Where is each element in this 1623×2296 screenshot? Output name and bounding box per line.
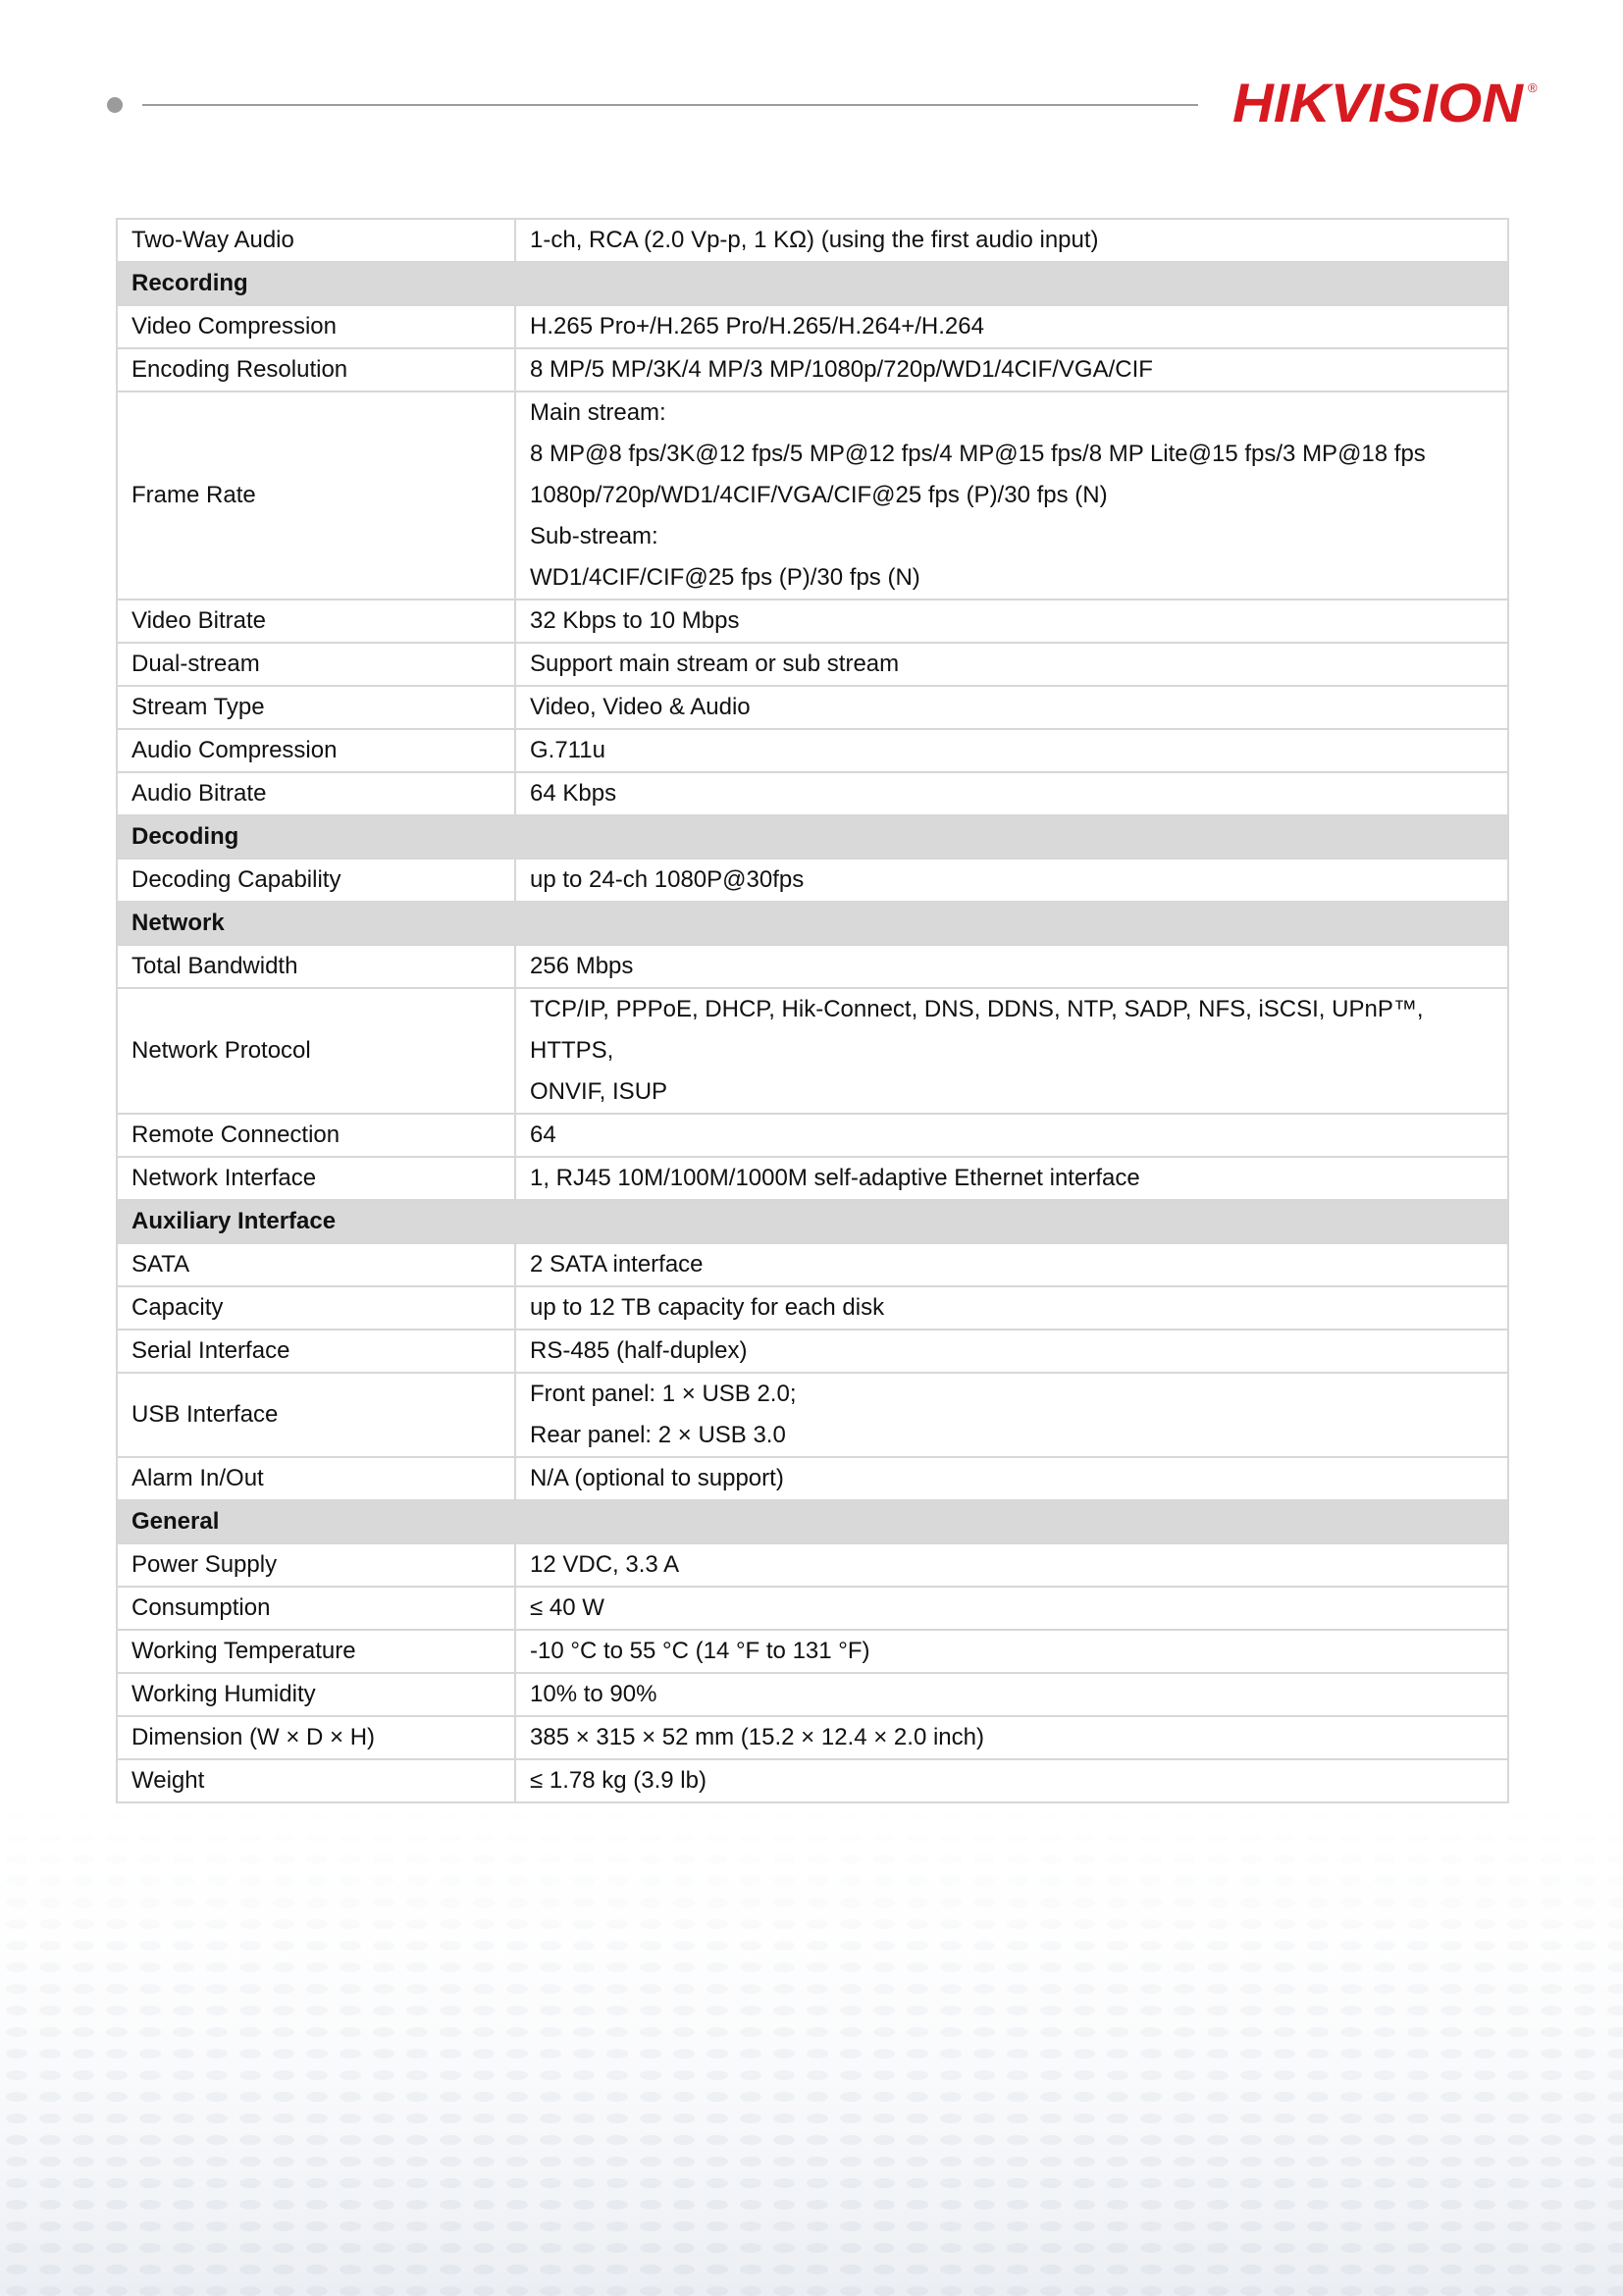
table-row xyxy=(117,1157,1508,1200)
table-row xyxy=(117,1457,1508,1500)
spec-value-line: up to 24-ch 1080P@30fps xyxy=(530,866,805,893)
header-divider xyxy=(142,104,1198,106)
spec-value xyxy=(515,600,1508,643)
spec-value xyxy=(515,772,1508,815)
table-row xyxy=(117,219,1508,262)
hikvision-logo xyxy=(1230,69,1544,135)
spec-value xyxy=(515,945,1508,988)
logo-wordmark: HIKVISION xyxy=(1232,72,1525,133)
spec-value xyxy=(515,1630,1508,1673)
table-row xyxy=(117,348,1508,391)
spec-label: Frame Rate xyxy=(117,391,515,600)
spec-value xyxy=(515,1543,1508,1587)
section-header-row xyxy=(117,262,1508,305)
spec-value xyxy=(515,1373,1508,1457)
spec-label: Dual-stream xyxy=(117,643,515,686)
table-row xyxy=(117,686,1508,729)
table-row xyxy=(117,1373,1508,1457)
spec-value-line: up to 12 TB capacity for each disk xyxy=(530,1294,885,1321)
spec-value xyxy=(515,729,1508,772)
section-title: General xyxy=(117,1500,1508,1543)
spec-label: Decoding Capability xyxy=(117,859,515,902)
spec-label: SATA xyxy=(117,1243,515,1286)
section-title: Auxiliary Interface xyxy=(117,1200,1508,1243)
table-row xyxy=(117,600,1508,643)
spec-label: Audio Bitrate xyxy=(117,772,515,815)
spec-value-line: Main stream: xyxy=(530,399,666,426)
decorative-dot-pattern xyxy=(0,1805,1623,2296)
table-row xyxy=(117,1587,1508,1630)
spec-value-line: Rear panel: 2 × USB 3.0 xyxy=(530,1422,786,1448)
spec-value-line: 8 MP/5 MP/3K/4 MP/3 MP/1080p/720p/WD1/4CIF/VGA/CIF xyxy=(530,356,1153,383)
section-header-row xyxy=(117,1200,1508,1243)
spec-label: Working Temperature xyxy=(117,1630,515,1673)
spec-value xyxy=(515,643,1508,686)
table-row xyxy=(117,1716,1508,1759)
table-row xyxy=(117,1759,1508,1802)
spec-value xyxy=(515,1673,1508,1716)
table-row xyxy=(117,305,1508,348)
spec-value-line: -10 °C to 55 °C (14 °F to 131 °F) xyxy=(530,1638,870,1664)
section-title: Decoding xyxy=(117,815,1508,859)
spec-value xyxy=(515,391,1508,600)
hikvision-logo-graphic xyxy=(1230,69,1544,135)
spec-value xyxy=(515,1587,1508,1630)
table-row xyxy=(117,772,1508,815)
spec-value xyxy=(515,305,1508,348)
spec-value-line: 256 Mbps xyxy=(530,953,634,979)
spec-value-line: Video, Video & Audio xyxy=(530,694,751,720)
spec-value-line: 32 Kbps to 10 Mbps xyxy=(530,607,740,634)
section-header-row xyxy=(117,1500,1508,1543)
spec-value xyxy=(515,348,1508,391)
spec-value-line: 64 Kbps xyxy=(530,780,617,807)
spec-value-line: 1, RJ45 10M/100M/1000M self-adaptive Ethernet interface xyxy=(530,1165,1140,1191)
spec-label: Remote Connection xyxy=(117,1114,515,1157)
spec-value-line: ≤ 1.78 kg (3.9 lb) xyxy=(530,1767,707,1794)
table-row xyxy=(117,1330,1508,1373)
spec-label: Encoding Resolution xyxy=(117,348,515,391)
spec-label: Serial Interface xyxy=(117,1330,515,1373)
spec-label: Audio Compression xyxy=(117,729,515,772)
table-row xyxy=(117,988,1508,1114)
spec-value-line: 1080p/720p/WD1/4CIF/VGA/CIF@25 fps (P)/30 fps (N) xyxy=(530,482,1108,508)
spec-value xyxy=(515,1243,1508,1286)
spec-label: Network Protocol xyxy=(117,988,515,1114)
spec-label: Capacity xyxy=(117,1286,515,1330)
spec-value xyxy=(515,1286,1508,1330)
spec-label: Weight xyxy=(117,1759,515,1802)
spec-label: Video Compression xyxy=(117,305,515,348)
spec-label: Alarm In/Out xyxy=(117,1457,515,1500)
spec-value-line: ≤ 40 W xyxy=(530,1594,604,1621)
spec-label: Working Humidity xyxy=(117,1673,515,1716)
table-row xyxy=(117,945,1508,988)
table-row xyxy=(117,1243,1508,1286)
spec-value xyxy=(515,1114,1508,1157)
table-row xyxy=(117,1286,1508,1330)
table-row xyxy=(117,859,1508,902)
section-title: Recording xyxy=(117,262,1508,305)
table-row xyxy=(117,643,1508,686)
spec-value-line: 8 MP@8 fps/3K@12 fps/5 MP@12 fps/4 MP@15 fps/8 MP Lite@15 fps/3 MP@18 fps xyxy=(530,441,1426,467)
spec-value xyxy=(515,1457,1508,1500)
spec-value xyxy=(515,219,1508,262)
spec-label: Dimension (W × D × H) xyxy=(117,1716,515,1759)
spec-label: Consumption xyxy=(117,1587,515,1630)
spec-value-line: WD1/4CIF/CIF@25 fps (P)/30 fps (N) xyxy=(530,564,920,591)
spec-label: Power Supply xyxy=(117,1543,515,1587)
spec-label: Stream Type xyxy=(117,686,515,729)
spec-value-line: 385 × 315 × 52 mm (15.2 × 12.4 × 2.0 inch) xyxy=(530,1724,984,1750)
spec-value-line: 2 SATA interface xyxy=(530,1251,704,1278)
spec-value-line: 64 xyxy=(530,1122,556,1148)
specification-table xyxy=(116,218,1509,1803)
spec-value-line: 1-ch, RCA (2.0 Vp-p, 1 KΩ) (using the first audio input) xyxy=(530,227,1099,253)
spec-label: Network Interface xyxy=(117,1157,515,1200)
specification-table-body xyxy=(117,219,1508,1802)
section-title: Network xyxy=(117,902,1508,945)
registered-mark: ® xyxy=(1528,80,1538,95)
spec-label: USB Interface xyxy=(117,1373,515,1457)
spec-value-line: 10% to 90% xyxy=(530,1681,657,1707)
spec-value xyxy=(515,1157,1508,1200)
section-header-row xyxy=(117,815,1508,859)
spec-value xyxy=(515,988,1508,1114)
spec-label: Video Bitrate xyxy=(117,600,515,643)
table-row xyxy=(117,1673,1508,1716)
spec-value-line: Support main stream or sub stream xyxy=(530,651,900,677)
spec-value-line: G.711u xyxy=(530,737,605,763)
spec-value xyxy=(515,1716,1508,1759)
spec-value-line: N/A (optional to support) xyxy=(530,1465,784,1491)
header-bullet-dot xyxy=(107,97,123,113)
section-header-row xyxy=(117,902,1508,945)
spec-value xyxy=(515,1759,1508,1802)
spec-value-line: 12 VDC, 3.3 A xyxy=(530,1551,680,1578)
table-row xyxy=(117,391,1508,600)
spec-label: Two-Way Audio xyxy=(117,219,515,262)
table-row xyxy=(117,1543,1508,1587)
spec-label: Total Bandwidth xyxy=(117,945,515,988)
spec-value xyxy=(515,686,1508,729)
table-row xyxy=(117,1630,1508,1673)
spec-value xyxy=(515,1330,1508,1373)
spec-value xyxy=(515,859,1508,902)
spec-value-line: Sub-stream: xyxy=(530,523,658,549)
spec-value-line: ONVIF, ISUP xyxy=(530,1078,668,1105)
spec-value-line: RS-485 (half-duplex) xyxy=(530,1337,748,1364)
spec-value-line: Front panel: 1 × USB 2.0; xyxy=(530,1381,797,1407)
spec-value-line: H.265 Pro+/H.265 Pro/H.265/H.264+/H.264 xyxy=(530,313,984,339)
table-row xyxy=(117,1114,1508,1157)
table-row xyxy=(117,729,1508,772)
spec-value-line: TCP/IP, PPPoE, DHCP, Hik-Connect, DNS, DDNS, NTP, SADP, NFS, iSCSI, UPnP™, HTTPS, xyxy=(530,996,1424,1064)
